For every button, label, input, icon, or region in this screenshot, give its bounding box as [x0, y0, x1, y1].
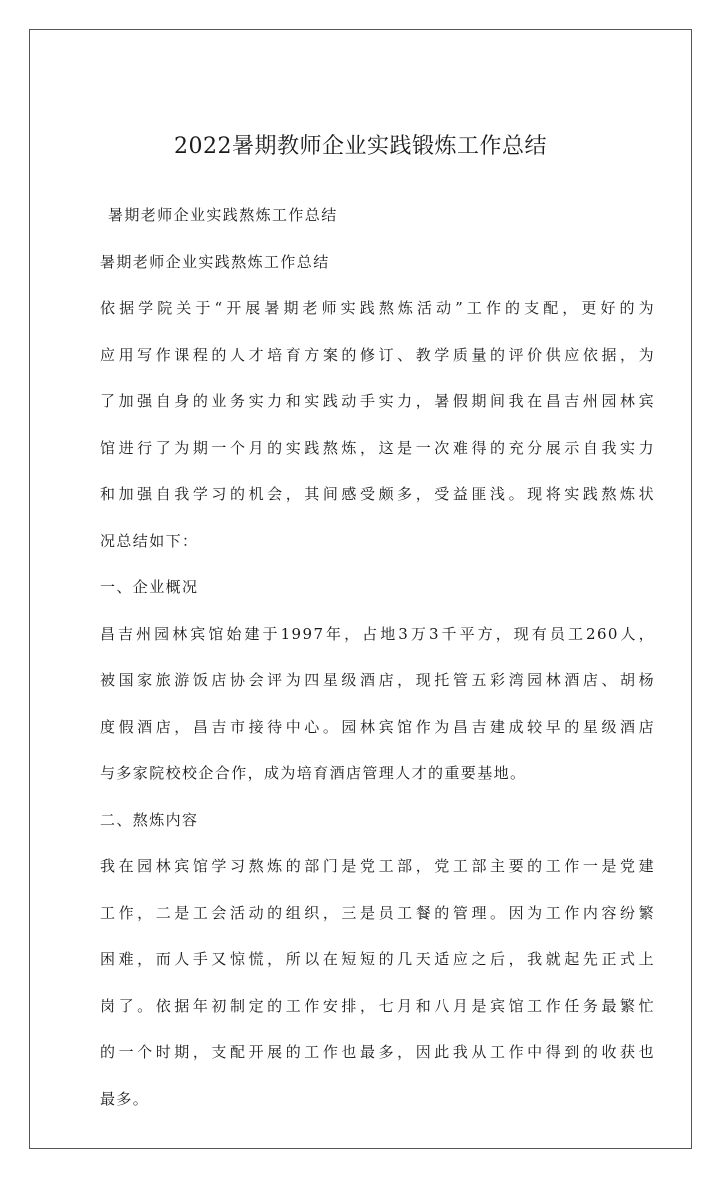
paragraph-line: 应用写作课程的人才培育方案的修订、教学质量的评价供应依据，为 [100, 345, 655, 364]
paragraph-line: 与多家院校校企合作，成为培育酒店管理人才的重要基地。 [100, 764, 527, 782]
paragraph-line: 度假酒店，昌吉市接待中心。园林宾馆作为昌吉建成较早的星级酒店 [100, 717, 655, 736]
paragraph-line: 依据学院关于“开展暑期老师实践熬炼活动”工作的支配，更好的为 [100, 299, 655, 317]
paragraph-line: 和加强自我学习的机会，其间感受颇多，受益匪浅。现将实践熬炼状 [100, 485, 655, 503]
paragraph-line: 我在园林宾馆学习熬炼的部门是党工部，党工部主要的工作一是党建 [100, 857, 655, 875]
paragraph-line: 被国家旅游饭店协会评为四星级酒店，现托管五彩湾园林酒店、胡杨 [100, 671, 655, 689]
paragraph-line: 困难，而人手又惊慌，所以在短短的几天适应之后，我就起先正式上 [100, 950, 655, 968]
paragraph-line: 最多。 [100, 1089, 150, 1108]
paragraph-line: 工作，二是工会活动的组织，三是员工餐的管理。因为工作内容纷繁 [100, 903, 655, 922]
paragraph-line: 的一个时期，支配开展的工作也最多，因此我从工作中得到的收获也 [100, 1043, 655, 1061]
paragraph-line: 馆进行了为期一个月的实践熬炼，这是一次难得的充分展示自我实力 [100, 438, 655, 457]
paragraph-line: 暑期老师企业实践熬炼工作总结 [100, 252, 330, 271]
paragraph-line: 了加强自身的业务实力和实践动手实力，暑假期间我在昌吉州园林宾 [100, 392, 655, 410]
document-page [29, 29, 692, 1149]
section-heading: 一、企业概况 [100, 578, 199, 596]
paragraph-line: 昌吉州园林宾馆始建于1997年，占地3万3千平方，现有员工260人， [100, 624, 655, 643]
document-title: 2022暑期教师企业实践锻炼工作总结 [174, 134, 547, 159]
paragraph-line: 况总结如下： [100, 531, 199, 550]
paragraph-line: 岗了。依据年初制定的工作安排，七月和八月是宾馆工作任务最繁忙 [100, 996, 655, 1015]
paragraph-line: 暑期老师企业实践熬炼工作总结 [108, 206, 338, 224]
document-body [100, 202, 655, 1132]
section-heading: 二、熬炼内容 [100, 810, 199, 829]
